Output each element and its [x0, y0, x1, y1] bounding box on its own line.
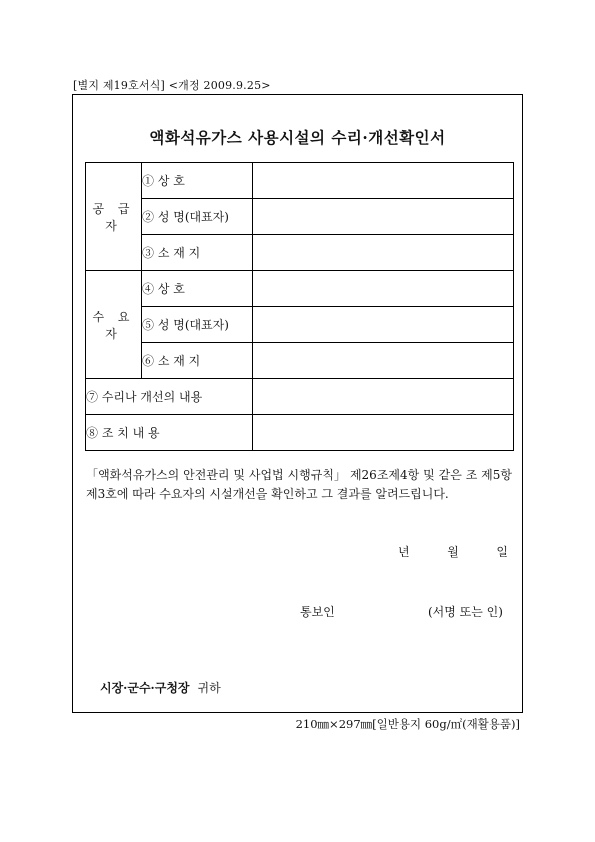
supplier-address-label: ③ 소 재 지 — [142, 235, 253, 271]
consumer-address-label: ⑥ 소 재 지 — [142, 343, 253, 379]
repair-content-row — [86, 379, 514, 415]
repair-content-field[interactable] — [253, 379, 514, 415]
consumer-row-address — [86, 343, 514, 379]
consumer-business-name-field[interactable] — [253, 271, 514, 307]
notifier-label: 통보인 — [300, 605, 335, 619]
supplier-representative-label: ② 성 명(대표자) — [142, 199, 253, 235]
consumer-group-label: 수 요 자 — [86, 271, 142, 379]
addressee-name: 시장·군수·구청장 — [100, 681, 190, 695]
supplier-address-field[interactable] — [253, 235, 514, 271]
consumer-address-field[interactable] — [253, 343, 514, 379]
addressee-suffix: 귀하 — [197, 681, 221, 695]
consumer-row-name — [86, 271, 514, 307]
action-content-field[interactable] — [253, 415, 514, 451]
repair-content-label: ⑦ 수리나 개선의 내용 — [86, 379, 253, 415]
consumer-business-name-label: ④ 상 호 — [142, 271, 253, 307]
consumer-representative-label: ⑤ 성 명(대표자) — [142, 307, 253, 343]
supplier-row-representative — [86, 199, 514, 235]
supplier-row-address — [86, 235, 514, 271]
consumer-representative-field[interactable] — [253, 307, 514, 343]
form-number-note: [별지 제19호서식] <개정 2009.9.25> — [73, 79, 271, 92]
supplier-business-name-field[interactable] — [253, 163, 514, 199]
date-day-label[interactable]: 일 — [496, 545, 508, 559]
supplier-group-label: 공 급 자 — [86, 163, 142, 271]
confirmation-form-table — [85, 162, 514, 451]
supplier-representative-field[interactable] — [253, 199, 514, 235]
signature-field[interactable]: (서명 또는 인) — [428, 605, 503, 619]
date-year-label[interactable]: 년 — [398, 545, 410, 559]
document-title: 액화석유가스 사용시설의 수리·개선확인서 — [149, 128, 446, 147]
legal-notice-text: 「액화석유가스의 안전관리 및 사업법 시행규칙」 제26조제4항 및 같은 조 제5항제3호에 따라 수요자의 시설개선을 확인하고 그 결과를 알려드립니다. — [86, 468, 512, 501]
date-month-label[interactable]: 월 — [447, 545, 459, 559]
action-content-row — [86, 415, 514, 451]
addressee-line — [100, 679, 221, 696]
supplier-row-name — [86, 163, 514, 199]
date-line — [398, 543, 508, 560]
consumer-row-representative — [86, 307, 514, 343]
paper-spec-note: 210㎜×297㎜[일반용지 60g/㎡(재활용품)] — [295, 717, 520, 731]
supplier-business-name-label: ① 상 호 — [142, 163, 253, 199]
action-content-label: ⑧ 조 치 내 용 — [86, 415, 253, 451]
